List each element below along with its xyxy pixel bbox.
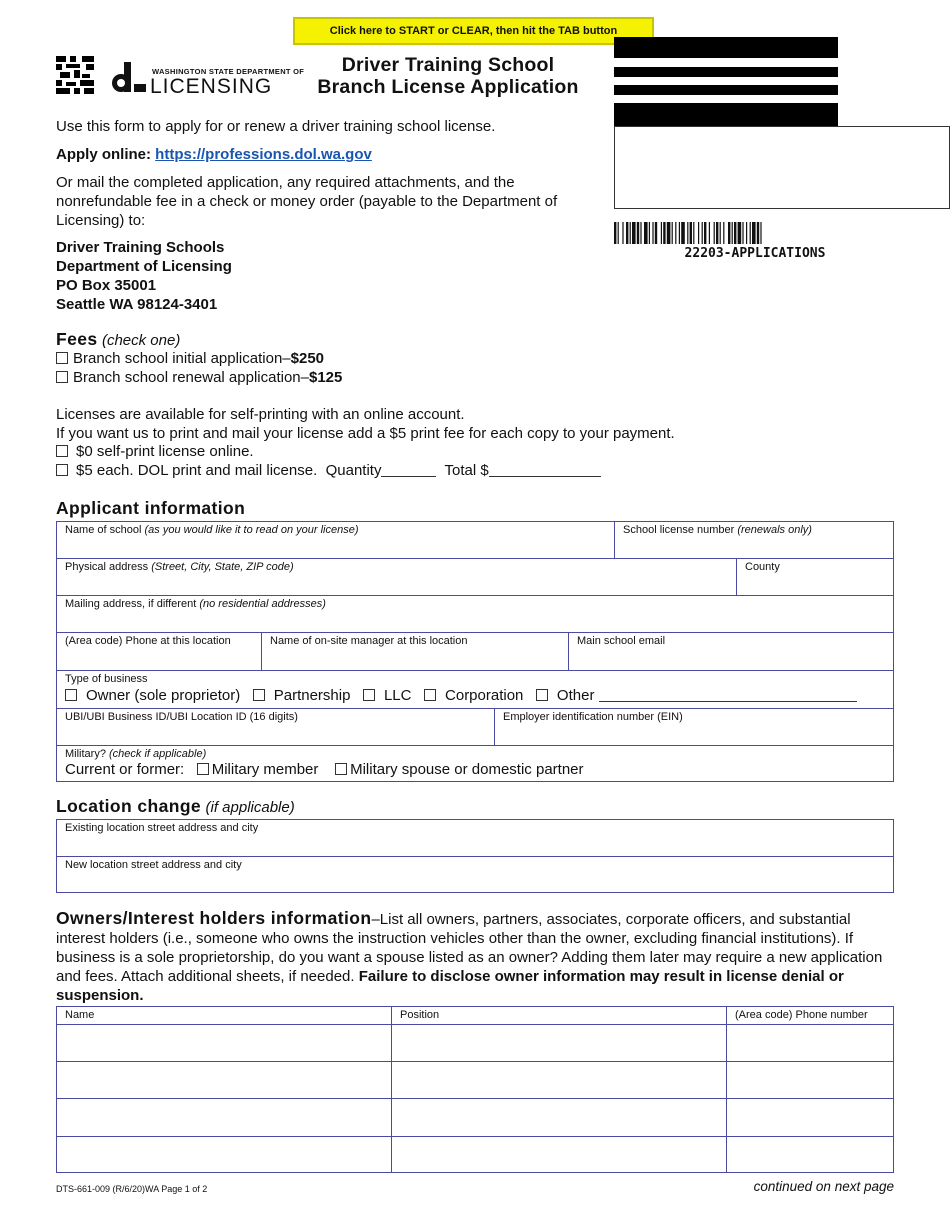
- owner-name-field[interactable]: [57, 1137, 391, 1172]
- new-location-field[interactable]: New location street address and city: [65, 859, 242, 871]
- business-type-row: Type of business Owner (sole proprietor) Partnership LLC Corporation Other: [56, 670, 894, 708]
- corporation-checkbox[interactable]: [424, 689, 436, 701]
- owner-checkbox[interactable]: [65, 689, 77, 701]
- existing-location-field[interactable]: Existing location street address and city: [65, 822, 259, 834]
- fee-option-renewal: Branch school renewal application–$125: [56, 368, 342, 387]
- apply-online-link[interactable]: https://professions.dol.wa.gov: [155, 146, 372, 163]
- llc-checkbox[interactable]: [363, 689, 375, 701]
- fees-heading: Fees (check one): [56, 329, 181, 349]
- owner-position-field[interactable]: [392, 1025, 726, 1061]
- continued-note: continued on next page: [753, 1179, 894, 1194]
- logo-licensing-text: LICENSING: [150, 75, 273, 98]
- other-checkbox[interactable]: [536, 689, 548, 701]
- redaction-bar: [614, 103, 838, 126]
- qr-code-icon: [56, 56, 94, 94]
- owner-name-field[interactable]: [57, 1062, 391, 1098]
- school-name-field[interactable]: Name of school (as you would like it to read on your license): [65, 524, 359, 536]
- owner-phone-field[interactable]: [727, 1062, 893, 1098]
- print-option-self: $0 self-print license online.: [56, 442, 254, 461]
- owners-info: Owners/Interest holders information–List all owners, partners, associates, corporate officers, and substantial interest holders (i.e., someone who owns the instruction vehicles other than the owner, excluding financial institutions). If business is a sole proprietorship, do you want a spouse listed as an owner? Adding them later may require a new application and fees. Attach additional sheets, if needed. Failure to disclose owner information may result in license denial or suspension.: [56, 908, 883, 1004]
- owner-position-field[interactable]: [392, 1062, 726, 1098]
- military-row: Military? (check if applicable) Current or former: Military member Military spouse or domestic partner: [65, 748, 584, 778]
- form-id: DTS-661-009 (R/6/20)WA Page 1 of 2: [56, 1184, 208, 1194]
- barcode-text: 22203-APPLICATIONS: [684, 246, 826, 261]
- phone-field[interactable]: (Area code) Phone at this location: [65, 635, 231, 647]
- quantity-field[interactable]: [381, 463, 436, 477]
- print-info-2: If you want us to print and mail your license add a $5 print fee for each copy to your payment.: [56, 425, 675, 442]
- military-spouse-checkbox[interactable]: [335, 763, 347, 775]
- county-field[interactable]: County: [745, 561, 780, 573]
- fee-initial-checkbox[interactable]: [56, 352, 68, 364]
- mail-instructions: Or mail the completed application, any required attachments, and the nonrefundable fee in a check or money order (payable to the Department of Licensing) to:: [56, 174, 558, 229]
- dol-print-checkbox[interactable]: [56, 464, 68, 476]
- redaction-bar: [614, 67, 838, 77]
- partnership-checkbox[interactable]: [253, 689, 265, 701]
- mailing-address-field[interactable]: Mailing address, if different (no residential addresses): [65, 598, 326, 610]
- page-title: Driver Training School Branch License Application: [317, 54, 579, 98]
- intro-text: Use this form to apply for or renew a driver training school license.: [56, 118, 496, 135]
- owners-col-position: Position: [400, 1009, 440, 1021]
- print-option-mail: $5 each. DOL print and mail license. Quantity Total $: [56, 461, 601, 480]
- applicant-heading: Applicant information: [56, 498, 246, 518]
- dol-logo-icon: [110, 62, 148, 94]
- other-type-field[interactable]: [599, 688, 857, 702]
- owners-col-phone: (Area code) Phone number: [735, 1009, 868, 1021]
- fee-renewal-checkbox[interactable]: [56, 371, 68, 383]
- ein-field[interactable]: Employer identification number (EIN): [503, 711, 683, 723]
- physical-address-field[interactable]: Physical address (Street, City, State, ZIP code): [65, 561, 294, 573]
- office-use-box: [614, 126, 950, 209]
- location-heading: Location change (if applicable): [56, 796, 295, 816]
- redaction-bar: [614, 37, 838, 58]
- barcode-icon: [614, 222, 896, 246]
- mailing-address: Driver Training Schools Department of Licensing PO Box 35001 Seattle WA 98124-3401: [56, 239, 232, 313]
- self-print-checkbox[interactable]: [56, 445, 68, 457]
- military-member-checkbox[interactable]: [197, 763, 209, 775]
- owner-phone-field[interactable]: [727, 1025, 893, 1061]
- redaction-bar: [614, 85, 838, 95]
- print-info-1: Licenses are available for self-printing with an online account.: [56, 406, 465, 423]
- owner-name-field[interactable]: [57, 1025, 391, 1061]
- apply-online: Apply online: https://professions.dol.wa.gov: [56, 146, 372, 163]
- license-number-field[interactable]: School license number (renewals only): [623, 524, 812, 536]
- owner-position-field[interactable]: [392, 1099, 726, 1136]
- total-field[interactable]: [489, 463, 601, 477]
- logo-department-text: WASHINGTON STATE DEPARTMENT OF: [152, 67, 305, 76]
- fee-option-initial: Branch school initial application–$250: [56, 349, 324, 368]
- ubi-field[interactable]: UBI/UBI Business ID/UBI Location ID (16 digits): [65, 711, 298, 723]
- owner-position-field[interactable]: [392, 1137, 726, 1172]
- email-field[interactable]: Main school email: [577, 635, 666, 647]
- owner-phone-field[interactable]: [727, 1137, 893, 1172]
- owner-name-field[interactable]: [57, 1099, 391, 1136]
- start-clear-button[interactable]: Click here to START or CLEAR, then hit the TAB button: [293, 17, 654, 45]
- owners-col-name: Name: [65, 1009, 95, 1021]
- owner-phone-field[interactable]: [727, 1099, 893, 1136]
- manager-field[interactable]: Name of on-site manager at this location: [270, 635, 468, 647]
